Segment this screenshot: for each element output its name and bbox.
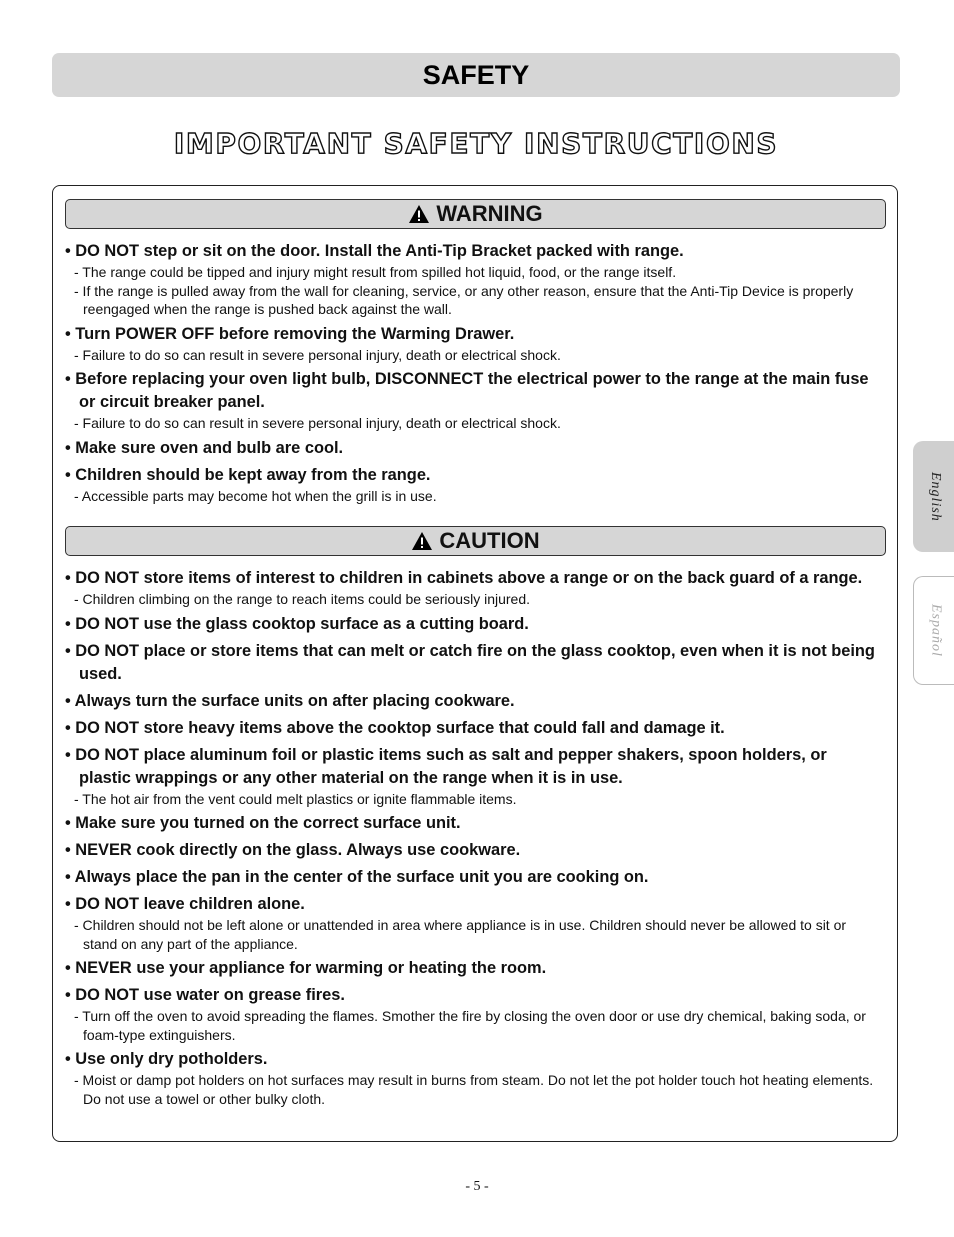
caution-triangle-icon	[411, 531, 433, 551]
warning-item: • Make sure oven and bulb are cool.	[65, 438, 344, 457]
warning-item: • Turn POWER OFF before removing the Warming Drawer.	[65, 324, 515, 343]
warning-subitem: - The range could be tipped and injury might result from spilled hot liquid, food, or the range itself.	[74, 264, 677, 280]
caution-list	[65, 567, 875, 1108]
warning-item: • Children should be kept away from the range.	[65, 465, 431, 484]
warning-list	[65, 240, 875, 505]
tab-english-label: English	[928, 471, 943, 522]
tab-espanol-label: Español	[928, 604, 944, 657]
warning-subitem: - Failure to do so can result in severe personal injury, death or electrical shock.	[74, 346, 561, 363]
caution-item: • Always place the pan in the center of the surface unit you are cooking on.	[65, 868, 649, 886]
page-number: - 5 -	[465, 1179, 489, 1194]
caution-item: • Use only dry potholders.	[65, 1050, 268, 1068]
caution-item: • DO NOT use the glass cooktop surface as a cutting board.	[65, 614, 529, 633]
tab-english[interactable]	[913, 441, 954, 552]
caution-subitem: - Children should not be left alone or unattended in area where appliance is in use. Children should never be allowed to sit or stand on any part of the appliance.	[74, 917, 847, 952]
caution-item: • DO NOT place or store items that can melt or catch fire on the glass cooktop, even when it is not being used.	[65, 641, 875, 683]
caution-item: • DO NOT store items of interest to children in cabinets above a range or on the back guard of a range.	[65, 569, 863, 587]
caution-subitem: - Moist or damp pot holders on hot surfaces may result in burns from steam. Do not let the pot holder touch hot heating elements. Do not use a towel or other bulky cloth.	[74, 1072, 874, 1107]
warning-subitem: - Failure to do so can result in severe personal injury, death or electrical shock.	[74, 415, 561, 431]
caution-item: • DO NOT use water on grease fires.	[65, 986, 345, 1004]
warning-triangle-icon	[408, 204, 430, 224]
warning-label: WARNING	[436, 201, 543, 226]
warning-subitem: - If the range is pulled away from the wall for cleaning, service, or any other reason, ensure that the Anti-Tip Device is properly reengaged when the range is pushed back against the wall.	[74, 282, 854, 317]
warning-item: • DO NOT step or sit on the door. Install the Anti-Tip Bracket packed with range.	[65, 242, 684, 260]
caution-subitem: - The hot air from the vent could melt plastics or ignite flammable items.	[74, 790, 517, 807]
main-title: IMPORTANT SAFETY INSTRUCTIONS	[173, 127, 779, 160]
caution-subitem: - Children climbing on the range to reach items could be seriously injured.	[74, 591, 531, 607]
caution-subitem: - Turn off the oven to avoid spreading the flames. Smother the fire by closing the oven door or use dry chemical, baking soda, or foam-type extinguishers.	[74, 1008, 866, 1043]
caution-item: • Make sure you turned on the correct surface unit.	[65, 814, 461, 832]
section-title: SAFETY	[422, 59, 530, 90]
warning-subitem: - Accessible parts may become hot when the grill is in use.	[74, 487, 437, 504]
caution-label: CAUTION	[439, 528, 540, 553]
caution-item: • DO NOT store heavy items above the cooktop surface that could fall and damage it.	[65, 718, 725, 737]
tab-espanol[interactable]	[913, 576, 954, 685]
caution-item: • NEVER use your appliance for warming or heating the room.	[65, 959, 547, 977]
caution-header	[65, 526, 886, 556]
caution-item: • DO NOT leave children alone.	[65, 895, 305, 913]
caution-item: • DO NOT place aluminum foil or plastic items such as salt and pepper shakers, spoon holders, or plastic wrappings or any other material on the range when it is in use.	[65, 745, 827, 787]
caution-item: • NEVER cook directly on the glass. Always use cookware.	[65, 841, 521, 859]
warning-item: • Before replacing your oven light bulb, DISCONNECT the electrical power to the range at the main fuse or circuit breaker panel.	[65, 370, 869, 411]
section-title-bar	[52, 53, 900, 97]
warning-header	[65, 199, 886, 229]
caution-item: • Always turn the surface units on after placing cookware.	[65, 691, 515, 710]
safety-content-box	[52, 185, 898, 1142]
